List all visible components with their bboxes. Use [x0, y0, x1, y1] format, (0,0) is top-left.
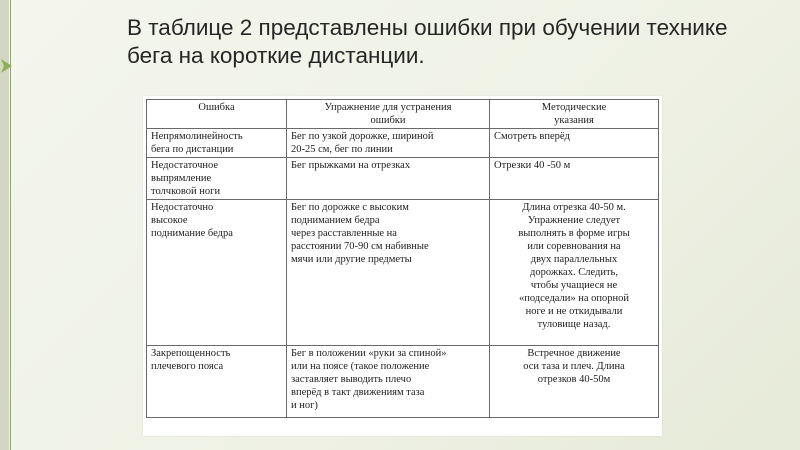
- cell-error: Закрепощенность плечевого пояса: [147, 346, 287, 418]
- cell-exercise: Бег по дорожке с высоким подниманием бедра через расставленные на расстоянии 70-90 см набивные мячи или другие предметы: [287, 200, 490, 346]
- cell-exercise: Бег в положении «руки за спиной» или на поясе (такое положение заставляет выводить плечо вперёд в такт движениям таза и ног): [287, 346, 490, 418]
- header-method: Методические указания: [490, 100, 659, 129]
- table-image: [143, 96, 662, 436]
- cell-error: Недостаточное выпрямление толчковой ноги: [147, 158, 287, 200]
- cell-exercise: Бег по узкой дорожке, шириной 20-25 см, бег по линии: [287, 129, 490, 158]
- table-header-row: [147, 100, 659, 129]
- errors-table: [146, 99, 659, 418]
- header-exercise: Упражнение для устранения ошибки: [287, 100, 490, 129]
- table-row: [147, 158, 659, 200]
- arrow-right-icon: [0, 58, 13, 74]
- cell-method: Смотреть вперёд: [490, 129, 659, 158]
- cell-error: Непрямолинейность бега по дистанции: [147, 129, 287, 158]
- cell-method: Отрезки 40 -50 м: [490, 158, 659, 200]
- table-row: [147, 129, 659, 158]
- header-error: Ошибка: [147, 100, 287, 129]
- slide-title: В таблице 2 представлены ошибки при обучении технике бега на короткие дистанции.: [127, 15, 728, 68]
- table-row: [147, 346, 659, 418]
- cell-error: Недостаточно высокое поднимание бедра: [147, 200, 287, 346]
- cell-method: Длина отрезка 40-50 м. Упражнение следует выполнять в форме игры или соревнования на двух параллельных дорожках. Следить, чтобы учащиеся не «подседали» на опорной ноге и не откидывали туловище назад.: [490, 200, 659, 346]
- table-row: [147, 200, 659, 346]
- cell-exercise: Бег прыжками на отрезках: [287, 158, 490, 200]
- cell-method: Встречное движение оси таза и плеч. Длина отрезков 40-50м: [490, 346, 659, 418]
